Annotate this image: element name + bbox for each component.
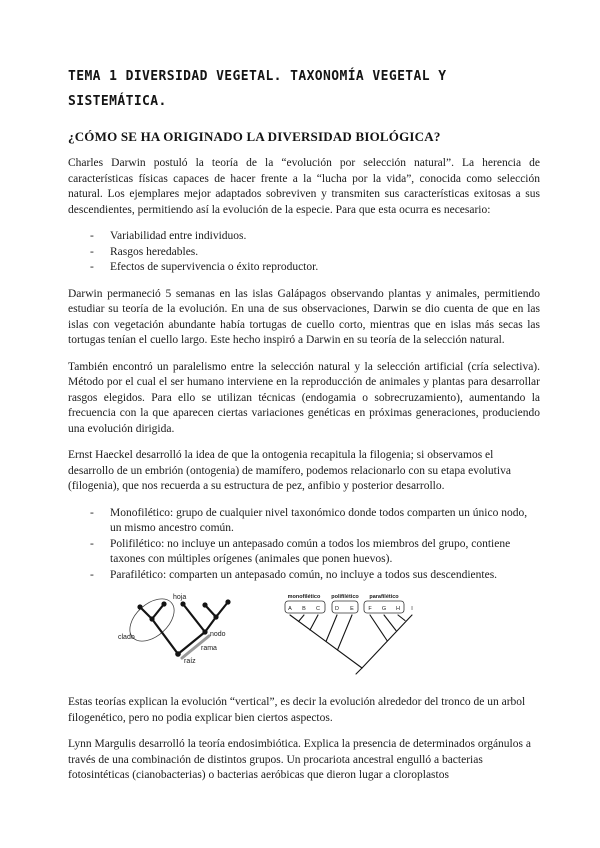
cladogram-figure <box>282 591 417 676</box>
hoja-label: hoja <box>173 594 187 601</box>
taxon-i: I <box>411 606 413 612</box>
list-item-text: Efectos de supervivencia o éxito reproductor. <box>110 261 319 273</box>
paragraph-artificial-selection: También encontró un paralelismo entre la selección natural y la selección artificial (cría selectiva). Método por el cual el ser humano interviene en la reproducción de animales y plantas para desarrollar rasgos elegidos. Para ello se utilizan técnicas (endogamia o sobrecruzamiento), aumentando la frecuencia con la que aparecen ciertas variaciones genéticas en próximas generaciones, produciendo una evolución dirigida. <box>68 360 540 435</box>
list-item-text: Monofilético: grupo de cualquier nivel taxonómico donde todos comparten un único nodo, un mismo ancestro común. <box>110 506 528 534</box>
list-item <box>90 260 540 276</box>
raiz-label: raíz <box>184 658 196 665</box>
phylogenetic-tree-figure <box>104 591 254 686</box>
figures-row <box>104 591 540 686</box>
taxon-c: C <box>316 606 320 612</box>
paragraph-vertical-evolution: Estas teorías explican la evolución “vertical”, es decir la evolución alrededor del tronco de un arbol filogenético, pero no podia explicar bien ciertos aspectos. <box>68 696 526 724</box>
dash-bullet: - <box>90 506 94 519</box>
clado-label: clado <box>118 634 135 641</box>
taxon-d: D <box>335 606 339 612</box>
nodo-label: nodo <box>210 631 226 638</box>
list-item-text: Polifilético: no incluye un antepasado común a todos los miembros del grupo, contiene taxones con múltiples orígenes (animales que ponen huevos). <box>110 537 511 565</box>
taxon-e: E <box>350 606 354 612</box>
taxon-b: B <box>302 606 306 612</box>
taxon-h: H <box>396 606 400 612</box>
list-item-text: Rasgos heredables. <box>110 245 199 258</box>
taxon-g: G <box>381 606 387 612</box>
list-item <box>90 568 540 584</box>
list-item-text: Variabilidad entre individuos. <box>110 230 247 242</box>
rama-label: rama <box>201 645 217 652</box>
list-item-text: Parafilético: comparten un antepasado común, no incluye a todos sus descendientes. <box>110 568 498 581</box>
paragraph-haeckel: Ernst Haeckel desarrolló la idea de que la ontogenia recapitula la filogenia; si observamos el desarrollo de un embrión (ontogenia) de mamífero, podemos relacionarlo con su etapa evolutiva (filogenia), que nos recuerda a su estructura de pez, anfibio y posterior desarrollo. <box>68 449 511 492</box>
taxon-f: F <box>368 606 372 612</box>
list-item <box>90 245 540 261</box>
paragraph-darwin-theory: Charles Darwin postuló la teoría de la “evolución por selección natural”. La herencia de características físicas capaces de hacer frente a la “lucha por la vida”, conocida como selección natural. Los ejemplares mejor adaptados sobreviven y transmiten sus características exitosas a sus descendientes, permitiendo así la evolución de la especie. Para que esta ocurra es necesario: <box>68 157 540 216</box>
taxon-a: A <box>288 606 292 612</box>
dash-bullet: - <box>90 261 94 273</box>
phyletic-groups-list <box>68 506 540 584</box>
paragraph-galapagos: Darwin permaneció 5 semanas en las islas Galápagos observando plantas y animales, permitiendo estudiar su teoría de la evolución. En una de sus observaciones, Darwin se dio cuenta de que en las islas con vegetación abundante había tortugas de cuello corto, mientras que en islas más secas las tortugas tenían el cuello largo. Este hecho inspiró a Darwin en su teoría de la selección natural. <box>68 287 540 346</box>
list-item <box>90 537 540 568</box>
monofiletico-label: monofilético <box>287 594 321 600</box>
paragraph-margulis: Lynn Margulis desarrolló la teoría endosimbiótica. Explica la presencia de determinados orgánulos a través de una combinación de distintos grupos. Un procariota ancestral engulló a bacterias fotosintéticas (cianobacterias) o bacterias aeróbicas que dieron lugar a cloroplastos <box>68 738 531 781</box>
doc-title: TEMA 1 DIVERSIDAD VEGETAL. TAXONOMÍA VEGETAL Y SISTEMÁTICA. <box>68 69 447 109</box>
parafiletico-label: parafilético <box>369 594 399 600</box>
requirements-list <box>68 229 540 276</box>
cladogram-branches <box>290 615 412 674</box>
list-item <box>90 506 540 537</box>
taxa-letters <box>288 606 413 612</box>
section-heading: ¿CÓMO SE HA ORIGINADO LA DIVERSIDAD BIOLÓGICA? <box>68 129 441 144</box>
polifiletico-label: polifilético <box>331 594 359 600</box>
dash-bullet: - <box>90 245 94 258</box>
dash-bullet: - <box>90 537 94 550</box>
dash-bullet: - <box>90 230 94 242</box>
list-item <box>90 229 540 245</box>
dash-bullet: - <box>90 568 94 581</box>
